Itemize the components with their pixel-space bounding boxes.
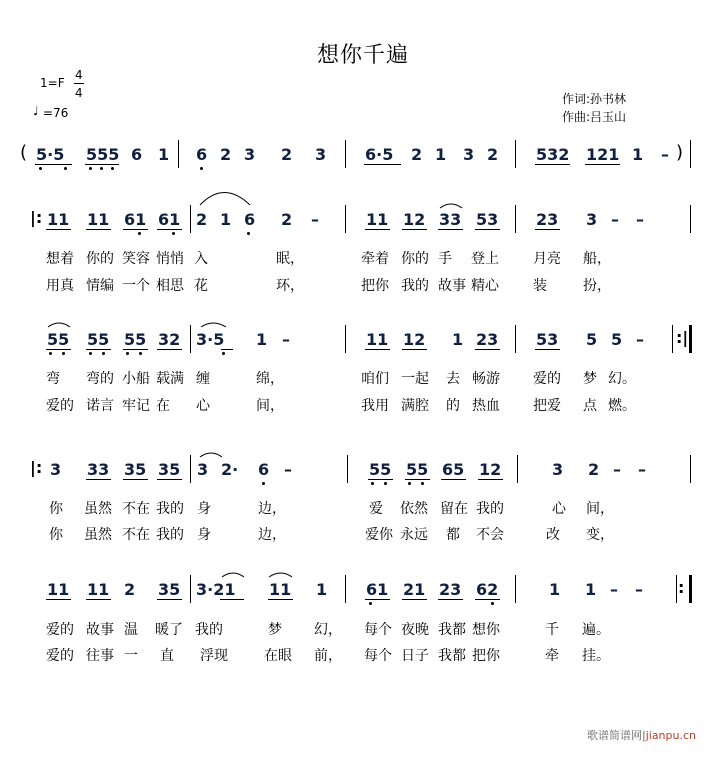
lyric: 你 (49, 527, 63, 543)
lyric: 故事 (86, 622, 114, 638)
note: 3 (50, 460, 62, 479)
lyric: 把你 (472, 648, 500, 664)
note: 3 (244, 145, 256, 164)
note: 61 (158, 210, 181, 229)
note: 12 (479, 460, 502, 479)
lyric: 载满 (156, 371, 184, 387)
lyric: 牢记 (122, 398, 150, 414)
lyric: 一 (124, 648, 138, 664)
note: 3·5 (196, 330, 225, 349)
lyric: 咱们 (361, 371, 389, 387)
note: 55 (406, 460, 429, 479)
quarter-note-icon: ♩ (33, 104, 39, 118)
note: 2 (281, 210, 293, 229)
note: – (311, 210, 319, 229)
lyric: 爱你 (365, 527, 393, 543)
lyric: 登上 (471, 251, 499, 267)
lyric: 悄悄 (156, 251, 184, 267)
lyric: 虽然 (84, 501, 112, 517)
note: 6 (258, 460, 270, 479)
lyric: 笑容 (122, 251, 150, 267)
lyric: 故事 (438, 278, 466, 294)
note: – (635, 580, 643, 599)
note: 55 (124, 330, 147, 349)
lyric: 暖了 (155, 622, 183, 638)
song-title: 想你千遍 (316, 43, 409, 68)
note: 35 (158, 460, 181, 479)
note: 2 (588, 460, 600, 479)
note: 1 (632, 145, 644, 164)
note: 55 (87, 330, 110, 349)
note: – (611, 210, 619, 229)
note: 3 (463, 145, 475, 164)
composer-credit: 作曲:吕玉山 (562, 110, 627, 124)
note: – (613, 460, 621, 479)
lyric: 畅游 (472, 371, 500, 387)
lyric: 梦 (583, 371, 597, 387)
note: 53 (476, 210, 499, 229)
lyric: 间， (586, 501, 614, 517)
lyric: 把爱 (533, 398, 561, 414)
note: 11 (269, 580, 292, 599)
note: 532 (536, 145, 570, 164)
lyric: 小船 (122, 371, 150, 387)
lyric: 温 (124, 622, 138, 638)
lyric: 遍。 (582, 622, 610, 638)
note: 1 (316, 580, 328, 599)
note: 55 (369, 460, 392, 479)
lyric: 梦 (268, 622, 282, 638)
note: 3 (552, 460, 564, 479)
lyric: 牵 (545, 648, 559, 664)
lyric: 依然 (400, 501, 428, 517)
intro-close-paren: ) (676, 142, 684, 163)
note: 6 (244, 210, 256, 229)
lyric: 热血 (472, 398, 500, 414)
note: 12 (403, 330, 426, 349)
repeat-start: |: (30, 458, 43, 477)
lyric: 直 (160, 648, 174, 664)
lyric: 精心 (471, 278, 499, 294)
note: 2 (411, 145, 423, 164)
lyric: 月亮 (533, 251, 561, 267)
lyric: 船， (583, 251, 611, 267)
note: – (636, 210, 644, 229)
lyric: 我都 (438, 648, 466, 664)
repeat-end: :| (676, 328, 689, 347)
lyric: 挂。 (582, 648, 610, 664)
note: – (638, 460, 646, 479)
note: 1 (452, 330, 464, 349)
note: 62 (476, 580, 499, 599)
note: 33 (439, 210, 462, 229)
lyric: 不在 (122, 527, 150, 543)
lyric: 我的 (195, 622, 223, 638)
note: 33 (87, 460, 110, 479)
note: 35 (158, 580, 181, 599)
lyric: 我的 (401, 278, 429, 294)
lyric: 心 (196, 398, 210, 414)
key-signature: 1=F (40, 76, 65, 90)
lyric: 往事 (86, 648, 114, 664)
note: 23 (476, 330, 499, 349)
lyric: 点 (583, 398, 597, 414)
lyric: 相思 (156, 278, 184, 294)
note: 2 (220, 145, 232, 164)
note: 11 (87, 580, 110, 599)
lyric: 爱的 (533, 371, 561, 387)
lyric: 想你 (472, 622, 500, 638)
lyric: 手 (438, 251, 452, 267)
note: 5 (611, 330, 623, 349)
lyric: 一起 (401, 371, 429, 387)
lyric: 把你 (361, 278, 389, 294)
lyric: 的 (446, 398, 460, 414)
note: – (282, 330, 290, 349)
time-signature-top: 4 (75, 68, 83, 82)
note: 35 (124, 460, 147, 479)
lyric: 都 (446, 527, 460, 543)
lyric: 你的 (86, 251, 114, 267)
note: 5 (586, 330, 598, 349)
note: – (284, 460, 292, 479)
lyric: 变， (586, 527, 614, 543)
lyric: 前， (314, 648, 342, 664)
lyric: 缠 (196, 371, 210, 387)
lyric: 爱 (369, 501, 383, 517)
note: 12 (403, 210, 426, 229)
lyric: 边， (258, 501, 286, 517)
note: 1 (158, 145, 170, 164)
lyric: 诺言 (86, 398, 114, 414)
lyric: 情编 (86, 278, 114, 294)
lyric: 每个 (364, 622, 392, 638)
note: 555 (86, 145, 120, 164)
note: 2 (487, 145, 499, 164)
note: 6·5 (365, 145, 394, 164)
note: 3 (197, 460, 209, 479)
note: 61 (124, 210, 147, 229)
note: 2· (221, 460, 239, 479)
note: 61 (366, 580, 389, 599)
lyric: 绵， (256, 371, 284, 387)
lyric: 去 (446, 371, 460, 387)
note: 2 (281, 145, 293, 164)
lyric: 幻。 (608, 371, 636, 387)
note: – (610, 580, 618, 599)
note: 23 (439, 580, 462, 599)
lyric: 千 (545, 622, 559, 638)
note: 53 (536, 330, 559, 349)
lyric: 夜晚 (401, 622, 429, 638)
note: 1 (585, 580, 597, 599)
lyric: 弯 (46, 371, 60, 387)
note: 5·5 (36, 145, 65, 164)
lyric: 弯的 (86, 371, 114, 387)
lyric: 爱的 (46, 648, 74, 664)
lyric: 用真 (46, 278, 74, 294)
note: 11 (47, 580, 70, 599)
note: 11 (366, 330, 389, 349)
note: 6 (131, 145, 143, 164)
note: 2 (124, 580, 136, 599)
lyric: 入 (194, 251, 208, 267)
lyric: 爱的 (46, 398, 74, 414)
note: 1 (256, 330, 268, 349)
lyric: 日子 (401, 648, 429, 664)
note: 21 (403, 580, 426, 599)
lyric: 我的 (156, 527, 184, 543)
lyric: 你的 (401, 251, 429, 267)
lyricist-credit: 作词:孙书林 (562, 92, 627, 106)
lyric: 间， (256, 398, 284, 414)
lyric: 不会 (476, 527, 504, 543)
note: 3 (315, 145, 327, 164)
note: 121 (586, 145, 620, 164)
lyric: 一个 (122, 278, 150, 294)
time-signature-bottom: 4 (75, 86, 83, 100)
lyric: 在眼 (264, 648, 292, 664)
lyric: 想着 (46, 251, 74, 267)
lyric: 满腔 (401, 398, 429, 414)
repeat-start: |: (30, 208, 43, 227)
lyric: 你 (49, 501, 63, 517)
lyric: 花 (194, 278, 208, 294)
note: 11 (87, 210, 110, 229)
lyric: 眠， (276, 251, 304, 267)
lyric: 我都 (438, 622, 466, 638)
note: 32 (158, 330, 181, 349)
lyric: 虽然 (84, 527, 112, 543)
note: 55 (47, 330, 70, 349)
intro-open-paren: ( (20, 142, 28, 163)
lyric: 燃。 (608, 398, 636, 414)
lyric: 每个 (364, 648, 392, 664)
lyric: 幻， (314, 622, 342, 638)
note: 1 (549, 580, 561, 599)
repeat-end: : (678, 578, 685, 597)
lyric: 我的 (156, 501, 184, 517)
lyric: 扮， (583, 278, 611, 294)
note: – (661, 145, 669, 164)
note: 1 (435, 145, 447, 164)
note: 11 (366, 210, 389, 229)
note: 1 (220, 210, 232, 229)
note: 65 (442, 460, 465, 479)
lyric: 爱的 (46, 622, 74, 638)
watermark: 歌谱简谱网|jianpu.cn (586, 729, 696, 742)
lyric: 心 (552, 501, 566, 517)
lyric: 牵着 (361, 251, 389, 267)
note: – (636, 330, 644, 349)
lyric: 浮现 (200, 648, 228, 664)
note: 3 (586, 210, 598, 229)
note: 2 (196, 210, 208, 229)
note: 11 (47, 210, 70, 229)
lyric: 我用 (361, 398, 389, 414)
lyric: 永远 (400, 527, 428, 543)
note: 3·21 (196, 580, 236, 599)
lyric: 环， (276, 278, 304, 294)
lyric: 身 (197, 527, 211, 543)
lyric: 在 (156, 398, 170, 414)
note: 6 (196, 145, 208, 164)
lyric: 装 (533, 278, 547, 294)
lyric: 边， (258, 527, 286, 543)
lyric: 留在 (440, 501, 468, 517)
lyric: 改 (546, 527, 560, 543)
lyric: 不在 (122, 501, 150, 517)
note: 23 (536, 210, 559, 229)
tempo-marking: =76 (43, 106, 69, 120)
lyric: 我的 (476, 501, 504, 517)
lyric: 身 (197, 501, 211, 517)
